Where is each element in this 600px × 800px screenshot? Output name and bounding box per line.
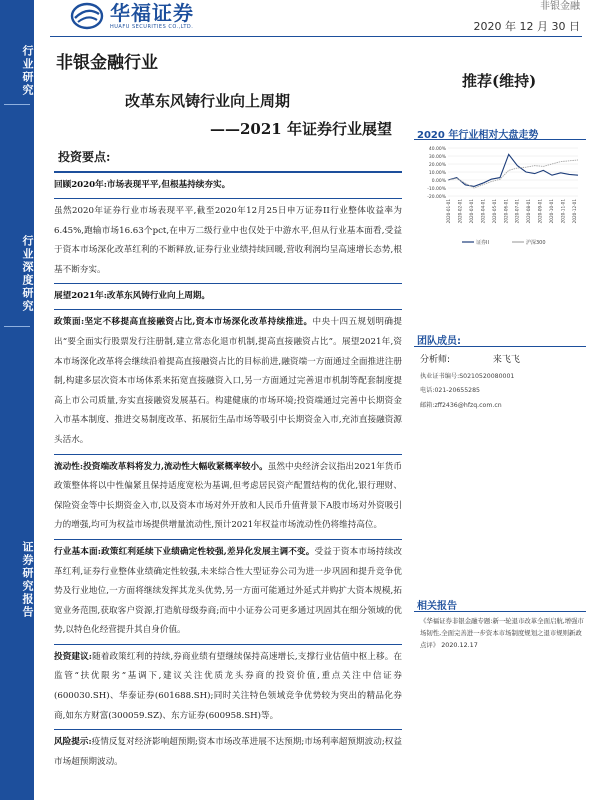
- chart-x-tick-label: 2020-07-01: [514, 199, 520, 224]
- side-label-securities-report: 证券研究报告: [21, 541, 34, 619]
- chart-y-tick-label: 10.00%: [428, 171, 446, 176]
- analyst-row: [420, 352, 520, 365]
- chart-x-tick-label: 2020-01-01: [446, 199, 451, 224]
- risk-text: 疫情反复对经济影响超预期;资本市场改革进展不达预期;市场利率超预期波动;权益市场超预期波动。: [54, 737, 402, 767]
- team-title: 团队成员:: [417, 336, 461, 347]
- review-paragraph: 虽然2020年证券行业市场表现平平,截至2020年12月25日申万证券II行业整体收益率为6.45%,跑输市场16.63个pct,在申万二级行业中也仅处于中游水平,但从行业基本面看,受益于资本市场深化改革红利的不断释放,证券行业业绩持续回暖,营收利润均呈高速增长态势,根基不断夯实。: [54, 206, 402, 275]
- chart-x-tick-label: 2020-11-01: [560, 199, 566, 224]
- side-divider: [4, 326, 30, 327]
- liquidity-text: 虽然中央经济会议指出2021年货币政策整体将以中性偏紧且保持适度宽松为基调,但考虑居民资产配置结构的优化,银行理财、保险资金等中长期资金入市,以及资本市场对外开放和人民币升值背景下A股市场对外资吸引力的增强,均可为权益市场提供增量流动性,预计2021年权益市场流动性仍将维持高位。: [54, 461, 403, 531]
- chart-title: 2020 年行业相对大盘走势: [417, 130, 539, 141]
- left-sidebar: [0, 0, 34, 800]
- fundamentals-paragraph: [54, 543, 402, 641]
- divider: [54, 539, 402, 540]
- liquidity-paragraph: [54, 458, 402, 536]
- key-points-label: 投资要点:: [58, 150, 111, 164]
- chart-x-tick-label: 2020-05-01: [491, 199, 497, 224]
- chart-x-tick-label: 2020-04-01: [480, 199, 486, 224]
- chart-y-tick-label: 0.00%: [431, 179, 446, 184]
- chart-y-tick-label: -20.00%: [427, 195, 446, 200]
- liquidity-heading: 流动性:投资端改革料将发力,流动性大幅收紧概率较小。: [54, 461, 268, 472]
- logo-text-en: HUAFU SECURITIES CO.,LTD.: [110, 24, 194, 30]
- advice-text: 随着政策红利的持续,券商业绩有望继续保持高速增长,支撑行业估值中枢上移。在监管“扶优限劣”基调下,建议关注优质龙头券商的投资价值,重点关注中信证券(600030.SH)、华泰证券(601688.SH);同时关注特色领域竞争优势较为突出的精品化券商,如东方财富(300059.SZ)、东方证券(600958.SH)等。: [54, 651, 402, 721]
- chart-y-tick-label: 40.00%: [428, 147, 446, 152]
- policy-paragraph: [54, 313, 402, 450]
- divider: [414, 346, 586, 347]
- advice-heading: 投资建议:: [54, 651, 92, 662]
- divider: [54, 171, 402, 173]
- header-divider: [50, 36, 582, 37]
- advice-paragraph: [54, 648, 402, 726]
- divider: [54, 644, 402, 645]
- chart-series-line: [448, 154, 578, 186]
- chart-legend-label: 证券II: [476, 240, 489, 246]
- side-label-deep-research: 行业深度研究: [21, 235, 34, 313]
- relative-performance-chart: [414, 139, 586, 251]
- rating: 推荐(维持): [462, 72, 537, 90]
- analyst-name: 来飞飞: [492, 355, 520, 365]
- chart-x-tick-label: 2020-03-01: [468, 199, 474, 224]
- related-reports-title: 相关报告: [417, 601, 457, 612]
- review-heading: 回顾2020年:市场表现平平,但根基持续夯实。: [54, 180, 231, 190]
- chart-y-tick-label: 20.00%: [428, 163, 446, 168]
- analyst-label: 分析师:: [420, 355, 451, 365]
- chart-x-tick-label: 2020-12-01: [572, 199, 577, 224]
- chart-x-tick-label: 2020-10-01: [549, 199, 555, 224]
- chart-legend-label: 沪深300: [526, 240, 546, 246]
- side-label-industry-research: 行业研究: [21, 45, 34, 97]
- report-subtitle: ——2021 年证券行业展望: [210, 120, 392, 138]
- outlook-heading: 展望2021年:改革东风铸行业向上周期。: [54, 291, 210, 302]
- divider: [54, 454, 402, 455]
- divider: [54, 729, 402, 730]
- analyst-phone: 电话:021-20655285: [420, 387, 480, 394]
- analyst-cert: 执业证书编号:S0210520080001: [420, 373, 515, 380]
- report-date: 2020 年 12 月 30 日: [473, 20, 580, 33]
- divider: [54, 198, 402, 199]
- huafu-logo-icon: [70, 2, 104, 30]
- fundamentals-text: 受益于资本市场持续改革红利,证券行业整体业绩确定性较强,未来综合性大型证券公司为进一步巩固和提升竞争优势及行业地位,一方面将继续发挥其龙头优势,另一方面可能通过外延式并购扩大资本规模,拓宽业务范围,获取客户资源,打造航母级券商;而中小证券公司更多通过巩固其在细分领域的优势,以特色化经营提升其自身价值。: [54, 546, 402, 636]
- key-points-section: [54, 148, 402, 772]
- divider: [414, 611, 586, 612]
- divider: [54, 309, 402, 310]
- logo-text-cn: 华福证券: [110, 1, 194, 25]
- company-logo: [70, 2, 194, 30]
- chart-x-tick-label: 2020-09-01: [537, 199, 543, 224]
- policy-text: 中央十四五规划明确提出“要全面实行股票发行注册制,建立常态化退市机制,提高直接融资占比”。展望2021年,资本市场深化改革将会继续沿着提高直接融资占比的目标前进,融资端一方面通过全面推进注册制,构建多层次资本市场体系来拓宽直接融资入口,另一方面通过完善退市机制等配套制度提高上市公司质量,夯实直接融资发展基石。构建健康的市场环境;投资端通过完善中长期资金入市基本制度、推进交易制度改革、拓展衍生品市场等吸引中长期资金入市,充沛直接融资源头活水。: [54, 317, 402, 445]
- divider: [54, 283, 402, 284]
- chart-x-tick-label: 2020-08-01: [526, 199, 532, 224]
- related-report-item[interactable]: 《华福证券非银金融专题:新一轮退市改革全面启航,增强市场韧性,全面完善进一步资本市场制度规划之退市规则新政点评》 2020.12.17: [420, 617, 584, 649]
- analyst-email[interactable]: 邮箱:zff2436@hfzq.com.cn: [420, 402, 502, 409]
- risk-paragraph: [54, 733, 402, 772]
- chart-y-tick-label: -10.00%: [427, 187, 446, 192]
- chart-y-tick-label: 30.00%: [428, 155, 446, 160]
- chart-svg: [414, 140, 586, 252]
- industry-name: 非银金融行业: [56, 53, 158, 73]
- side-divider: [4, 104, 30, 105]
- chart-x-tick-label: 2020-02-01: [457, 199, 463, 224]
- risk-heading: 风险提示:: [54, 737, 92, 748]
- policy-heading: 政策面:坚定不移提高直接融资占比,资本市场深化改革持续推进。: [54, 317, 313, 328]
- chart-x-tick-label: 2020-06-01: [503, 199, 509, 224]
- header-category: 非银金融: [540, 1, 580, 12]
- fundamentals-heading: 行业基本面:政策红利延续下业绩确定性较强,差异化发展主调不变。: [54, 546, 315, 557]
- report-title: 改革东风铸行业向上周期: [125, 92, 291, 110]
